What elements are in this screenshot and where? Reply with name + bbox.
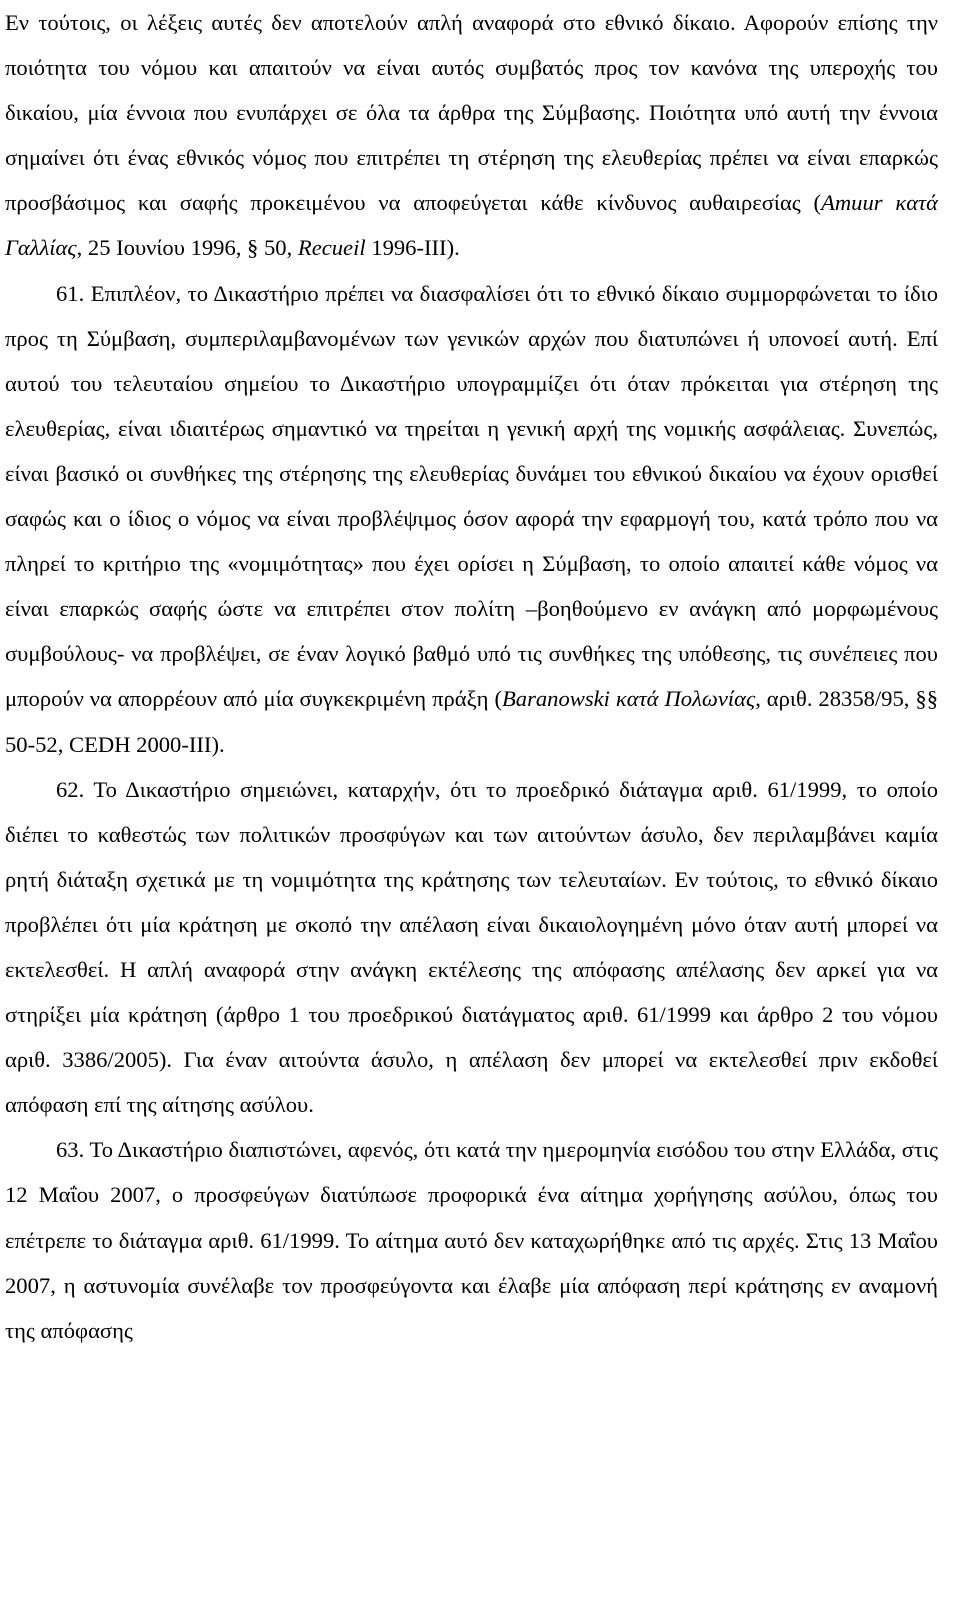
text-run: 1996-III). xyxy=(365,235,460,261)
paragraph-62 xyxy=(5,767,938,1128)
paragraph-63 xyxy=(5,1127,938,1352)
paragraph-61 xyxy=(5,271,938,767)
paragraph-continued xyxy=(5,0,938,271)
italic-citation: Recueil xyxy=(297,235,366,261)
text-run: 62. Το Δικαστήριο σημειώνει, καταρχήν, ότι το προεδρικό διάταγμα αριθ. 61/1999, το οποίο διέπει το καθεστώς των πολιτικών προσφύγων και των αιτούντων άσυλο, δεν περιλαμβάνει καμία ρητή διάταξη σχετικά με τη νομιμότητα της κράτησης των τελευταίων. Εν τούτοις, το εθνικό δίκαιο προβλέπει ότι μία κράτηση με σκοπό την απέλαση είναι δικαιολογημένη μόνο όταν αυτή μπορεί να εκτελεσθεί. Η απλή αναφορά στην ανάγκη εκτέλεσης της απόφασης απέλασης δεν αρκεί για να στηρίξει μία κράτηση (άρθρο 1 του προεδρικού διατάγματος αριθ. 61/1999 και άρθρο 2 του νόμου αριθ. 3386/2005). Για έναν αιτούντα άσυλο, η απέλαση δεν μπορεί να εκτελεσθεί πριν εκδοθεί απόφαση επί της αίτησης ασύλου. xyxy=(5,776,938,1118)
text-run: 63. Το Δικαστήριο διαπιστώνει, αφενός, ότι κατά την ημερομηνία εισόδου του στην Ελλάδα, στις 12 Μαΐου 2007, ο προσφεύγων διατύπωσε προφορικά ένα αίτημα χορήγησης ασύλου, όπως του επέτρεπε το διάταγμα αριθ. 61/1999. Το αίτημα αυτό δεν καταχωρήθηκε από τις αρχές. Στις 13 Μαΐου 2007, η αστυνομία συνέλαβε τον προσφεύγοντα και έλαβε μία απόφαση περί κράτησης εν αναμονή της απόφασης xyxy=(5,1137,938,1343)
text-run: Εν τούτοις, οι λέξεις αυτές δεν αποτελούν απλή αναφορά στο εθνικό δίκαιο. Αφορούν επίσης την ποιότητα του νόμου και απαιτούν να είναι αυτός συμβατός προς τον κανόνα της υπεροχής του δικαίου, μία έννοια που ενυπάρχει σε όλα τα άρθρα της Σύμβασης. Ποιότητα υπό αυτή την έννοια σημαίνει ότι ένας εθνικός νόμος που επιτρέπει τη στέρηση της ελευθερίας πρέπει να είναι επαρκώς προσβάσιμος και σαφής προκειμένου να αποφεύγεται κάθε κίνδυνος αυθαιρεσίας ( xyxy=(5,10,938,216)
text-run: , 25 Ιουνίου 1996, § 50, xyxy=(76,235,298,261)
text-run: , αριθ. 28358/95, §§ 50-52, CEDH 2000-III). xyxy=(5,686,938,757)
italic-citation: Baranowski κατά Πολωνίας xyxy=(501,686,756,712)
italic-citation: Amuur κατά Γαλλίας xyxy=(5,190,938,261)
text-run: 61. Επιπλέον, το Δικαστήριο πρέπει να διασφαλίσει ότι το εθνικό δίκαιο συμμορφώνεται το ίδιο προς τη Σύμβαση, συμπεριλαμβανομένων των γενικών αρχών που διατυπώνει ή υπονοεί αυτή. Επί αυτού του τελευταίου σημείου το Δικαστήριο υπογραμμίζει ότι όταν πρόκειται για στέρηση της ελευθερίας, είναι ιδιαιτέρως σημαντικό να τηρείται η γενική αρχή της νομικής ασφάλειας. Συνεπώς, είναι βασικό οι συνθήκες της στέρησης της ελευθερίας δυνάμει του εθνικού δικαίου να έχουν ορισθεί σαφώς και ο ίδιος ο νόμος να είναι προβλέψιμος όσον αφορά την εφαρμογή του, κατά τρόπο που να πληρεί το κριτήριο της «νομιμότητας» που έχει ορίσει η Σύμβαση, το οποίο απαιτεί κάθε νόμος να είναι επαρκώς σαφής ώστε να επιτρέπει στον πολίτη –βοηθούμενο εν ανάγκη από μορφωμένους συμβούλους- να προβλέψει, σε έναν λογικό βαθμό υπό τις συνθήκες της υπόθεσης, τις συνέπειες που μπορούν να απορρέουν από μία συγκεκριμένη πράξη ( xyxy=(5,280,938,712)
